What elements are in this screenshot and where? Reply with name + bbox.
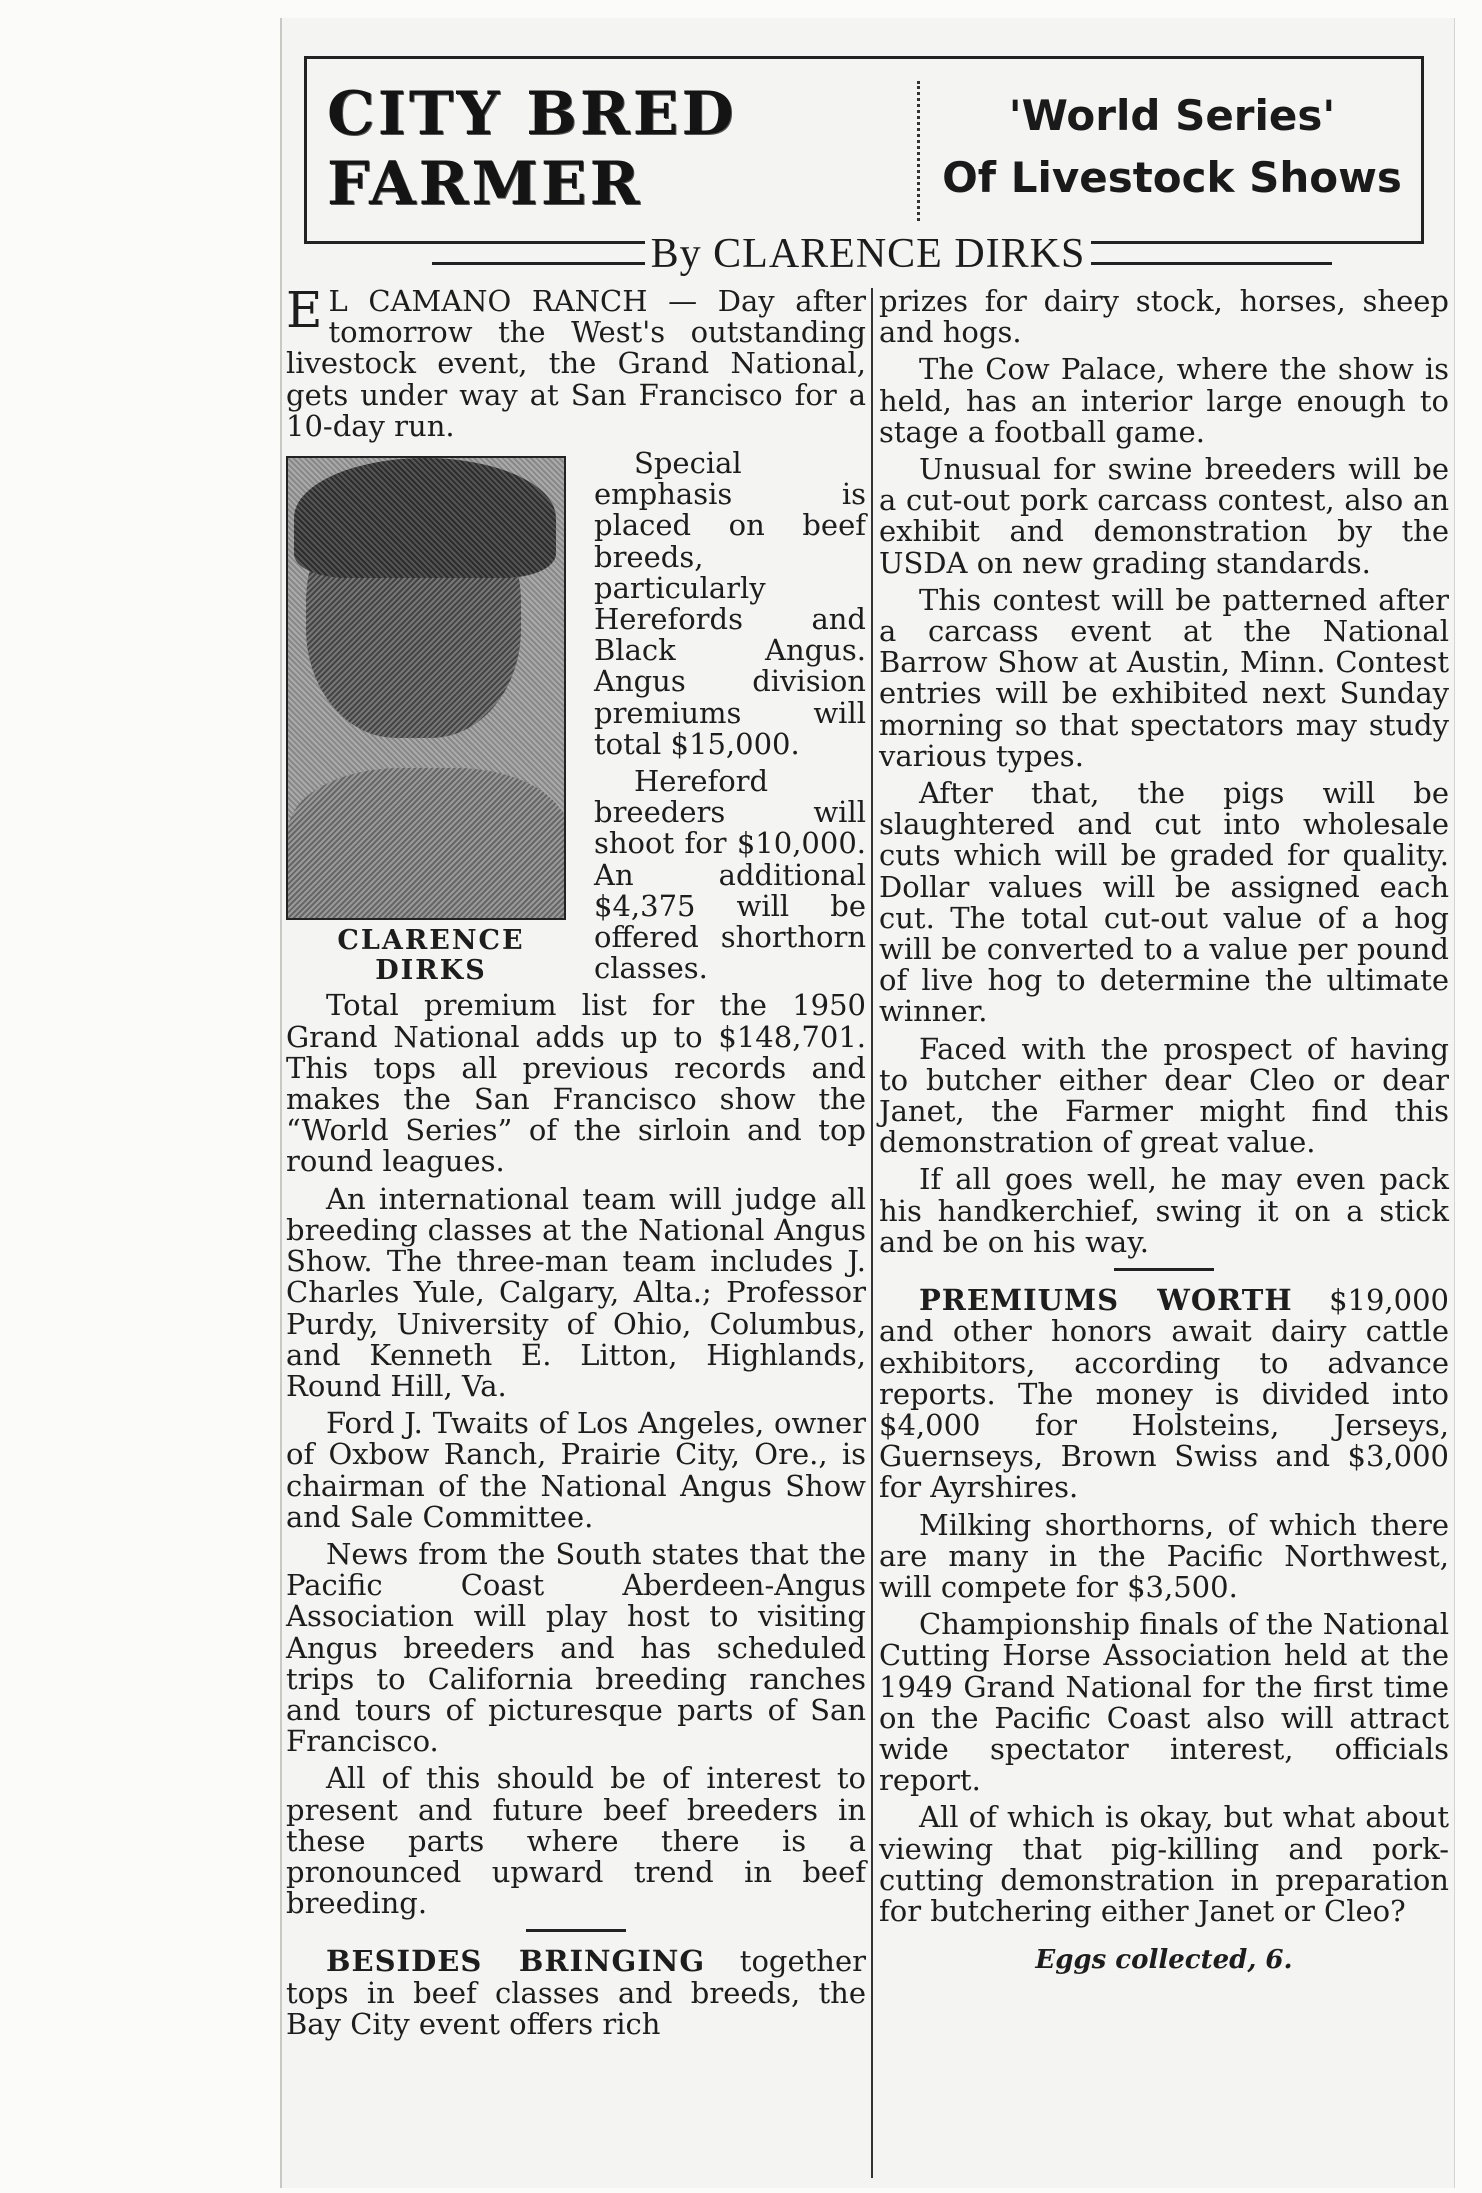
column-masthead bbox=[304, 56, 1424, 244]
column-title bbox=[327, 79, 847, 219]
sign-off: Eggs collected, 6. bbox=[1035, 1945, 1293, 1976]
paragraph: If all goes well, he may even pack his handkerchief, swing it on a stick and be on his way. bbox=[879, 1162, 1449, 1259]
paragraph: Faced with the prospect of having to butcher either dear Cleo or dear Janet, the Farmer might find this demonstration of great value. bbox=[879, 1031, 1449, 1160]
headline-line2: Of Livestock Shows bbox=[942, 153, 1402, 202]
paragraph: After that, the pigs will be slaughtered and cut into wholesale cuts which will be graded for quality. Dollar values will be assigned each cut. The total cut-out value of a hog will be converted to a value per pound of live hog to determine the ultimate winner. bbox=[879, 776, 1449, 1029]
headline-line1: 'World Series' bbox=[1008, 91, 1336, 140]
newspaper-clipping bbox=[280, 18, 1455, 2188]
byline-text: By CLARENCE DIRKS bbox=[645, 231, 1092, 277]
masthead-divider bbox=[917, 81, 920, 221]
paragraph: An international team will judge all breeding classes at the National Angus Show. The three-man team includes J. Charles Yule, Calgary, Alta.; Professor Purdy, University of Ohio, Columbus, and Kenneth E. Litton, Highlands, Round Hill, Va. bbox=[286, 1181, 866, 1403]
paragraph: prizes for dairy stock, horses, sheep and hogs. bbox=[879, 284, 1449, 350]
paragraph: This contest will be patterned after a carcass event at the National Barrow Show at Austin, Minn. Contest entries will be exhibited next Sunday morning so that spectators may study various types. bbox=[879, 582, 1449, 773]
paragraph: News from the South states that the Pacific Coast Aberdeen-Angus Association will play host to visiting Angus breeders and has scheduled trips to California breeding ranches and tours of picturesque parts of San Francisco. bbox=[286, 1536, 866, 1759]
article-column-1 bbox=[286, 281, 866, 2046]
section-rule bbox=[526, 1929, 626, 1932]
paragraph: Hereford breeders will shoot for $10,000. An additional $4,375 will be offered shorthorn classes. bbox=[594, 764, 866, 986]
paragraph: Milking shorthorns, of which there are many in the Pacific Northwest, will compete for $3,500. bbox=[879, 1507, 1449, 1604]
paragraph: Special emphasis is placed on beef breeds, particularly Herefords and Black Angus. Angus division premiums will total $15,000. bbox=[594, 446, 866, 761]
paragraph: Ford J. Twaits of Los Angeles, owner of Oxbow Ranch, Prairie City, Ore., is chairman of the National Angus Show and Sale Committee. bbox=[286, 1406, 866, 1534]
portrait-image bbox=[286, 456, 566, 920]
article-column-2 bbox=[879, 286, 1449, 1976]
byline bbox=[282, 230, 1454, 278]
drop-cap: E bbox=[286, 281, 323, 339]
paragraph: All of this should be of interest to present and future beef breeders in these parts where there is a pronounced upward trend in beef breeding. bbox=[286, 1761, 866, 1921]
paragraph: E L CAMANO RANCH — Day after tomorrow the West's outstanding livestock event, the Grand National, gets under way at San Francisco for a 10-day run. bbox=[286, 281, 866, 443]
paragraph: Unusual for swine breeders will be a cut-out pork carcass contest, also an exhibit and demonstration by the USDA on new grading standards. bbox=[879, 452, 1449, 580]
column-divider bbox=[871, 288, 873, 2178]
photo-caption: CLARENCE DIRKS bbox=[337, 925, 525, 987]
paragraph: The Cow Palace, where the show is held, has an interior large enough to stage a football game. bbox=[879, 352, 1449, 449]
article-headline bbox=[937, 85, 1407, 209]
section-lead: BESIDES BRINGING bbox=[326, 1944, 706, 1979]
paragraph: Total premium list for the 1950 Grand National adds up to $148,701. This tops all previous records and makes the San Francisco show the “World Series” of the sirloin and top round leagues. bbox=[286, 988, 866, 1179]
paragraph: BESIDES BRINGING together tops in beef classes and breeds, the Bay City event offers rich bbox=[286, 1944, 866, 2041]
section-rule bbox=[1114, 1268, 1214, 1271]
paragraph: All of which is okay, but what about viewing that pig-killing and pork-cutting demonstration in preparation for butchering either Janet or Cleo? bbox=[879, 1800, 1449, 1928]
paragraph: Championship finals of the National Cutting Horse Association held at the 1949 Grand National for the first time on the Pacific Coast also will attract wide spectator interest, officials report. bbox=[879, 1607, 1449, 1798]
column-title-line1: CITY BRED bbox=[327, 79, 737, 149]
paragraph: PREMIUMS WORTH $19,000 and other honors await dairy cattle exhibitors, according to advance reports. The money is divided into $4,000 for Holsteins, Jerseys, Guernseys, Brown Swiss and $3,000 for Ayrshires. bbox=[879, 1283, 1449, 1505]
column-title-line2: FARMER bbox=[327, 149, 643, 219]
section-lead: PREMIUMS WORTH bbox=[919, 1283, 1293, 1318]
author-photo bbox=[286, 456, 576, 987]
